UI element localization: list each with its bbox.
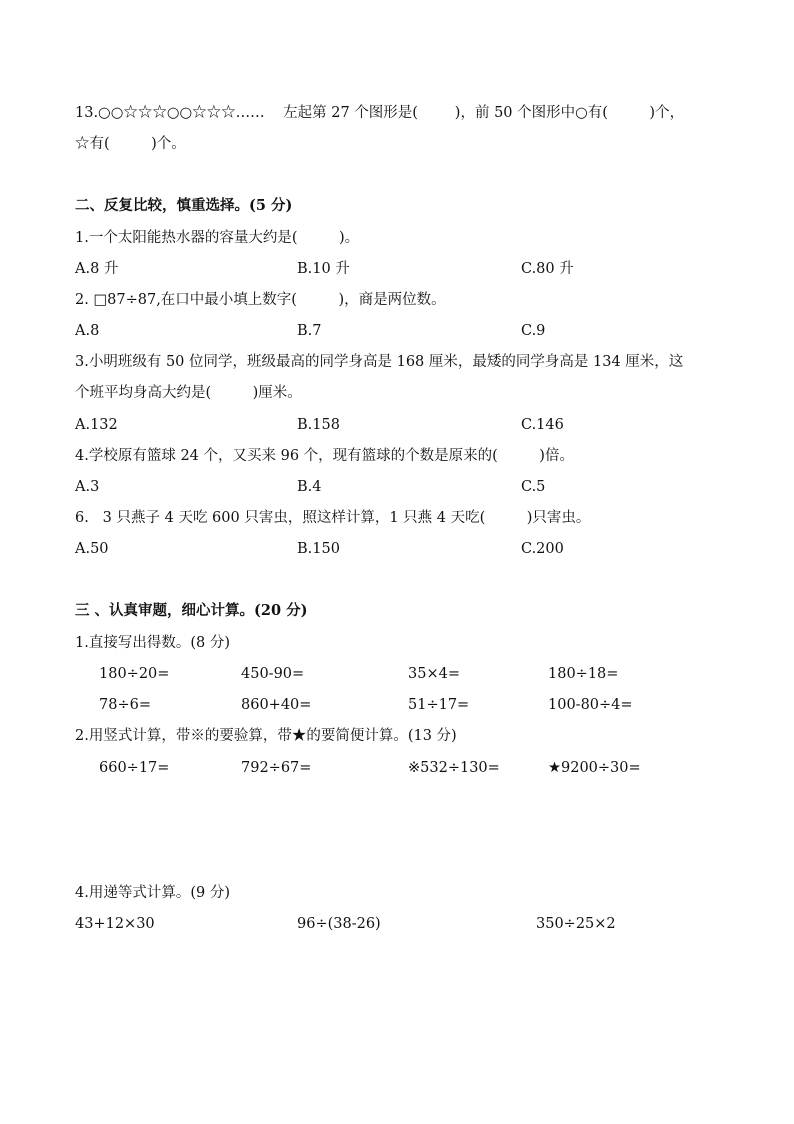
s3-p1-r2-c1: 78÷6= [99,697,151,713]
s3-p2-c2: 792÷67= [241,760,312,776]
q13-line-2: ☆有( )个。 [75,136,186,152]
s2-q3-option-b: B.158 [297,417,340,433]
section-3-heading: 三 、认真审题，细心计算。(20 分) [75,602,308,619]
s2-q3-stem: 3.小明班级有 50 位同学，班级最高的同学身高是 168 厘米，最矮的同学身高是 134 厘米，这 [75,354,684,370]
s2-q1-stem: 1.一个太阳能热水器的容量大约是( )。 [75,230,360,246]
s3-p4-c2: 96÷(38-26) [297,916,381,932]
s2-q6-option-a: A.50 [75,541,109,557]
s2-q6-option-b: B.150 [297,541,340,557]
s3-p4-c3: 350÷25×2 [536,916,616,932]
s2-q3-stem-2: 个班平均身高大约是( )厘米。 [75,385,302,401]
s2-q2-option-b: B.7 [297,323,322,339]
s2-q6-stem: 6. 3 只燕子 4 天吃 600 只害虫，照这样计算，1 只燕 4 天吃( )只害虫。 [75,510,591,526]
s3-p1-r2-c3: 51÷17= [408,697,470,713]
s2-q4-option-a: A.3 [75,479,100,495]
s3-p2-title: 2.用竖式计算，带※的要验算，带★的要简便计算。(13 分) [75,728,457,744]
s3-p1-r1-c1: 180÷20= [99,666,170,682]
s3-p2-c4: ★9200÷30= [548,760,641,776]
s2-q4-option-c: C.5 [521,479,546,495]
section-2-heading: 二、反复比较，慎重选择。(5 分) [75,197,293,214]
s2-q1-option-c: C.80 升 [521,261,574,277]
s2-q2-stem: 2. □87÷87,在口中最小填上数字( )，商是两位数。 [75,292,446,308]
s2-q3-option-a: A.132 [75,417,118,433]
s3-p1-title: 1.直接写出得数。(8 分) [75,635,230,651]
s2-q4-stem: 4.学校原有篮球 24 个，又买来 96 个，现有篮球的个数是原来的( )倍。 [75,448,574,464]
s2-q2-option-c: C.9 [521,323,546,339]
s3-p2-c1: 660÷17= [99,760,170,776]
q13-line-1: 13.○○☆☆☆○○☆☆☆…… 左起第 27 个图形是( )，前 50 个图形中○有( )个， [75,105,685,121]
s3-p1-r1-c3: 35×4= [408,666,460,682]
s2-q3-option-c: C.146 [521,417,564,433]
s3-p1-r2-c4: 100-80÷4= [548,697,633,713]
s3-p1-r1-c4: 180÷18= [548,666,619,682]
s3-p4-title: 4.用递等式计算。(9 分) [75,885,230,901]
s2-q2-option-a: A.8 [75,323,100,339]
s2-q6-option-c: C.200 [521,541,564,557]
s2-q4-option-b: B.4 [297,479,322,495]
s3-p1-r1-c2: 450-90= [241,666,305,682]
s3-p2-c3: ※532÷130= [408,760,500,776]
s2-q1-option-b: B.10 升 [297,261,350,277]
s3-p1-r2-c2: 860+40= [241,697,312,713]
s2-q1-option-a: A.8 升 [75,261,119,277]
s3-p4-c1: 43+12×30 [75,916,155,932]
